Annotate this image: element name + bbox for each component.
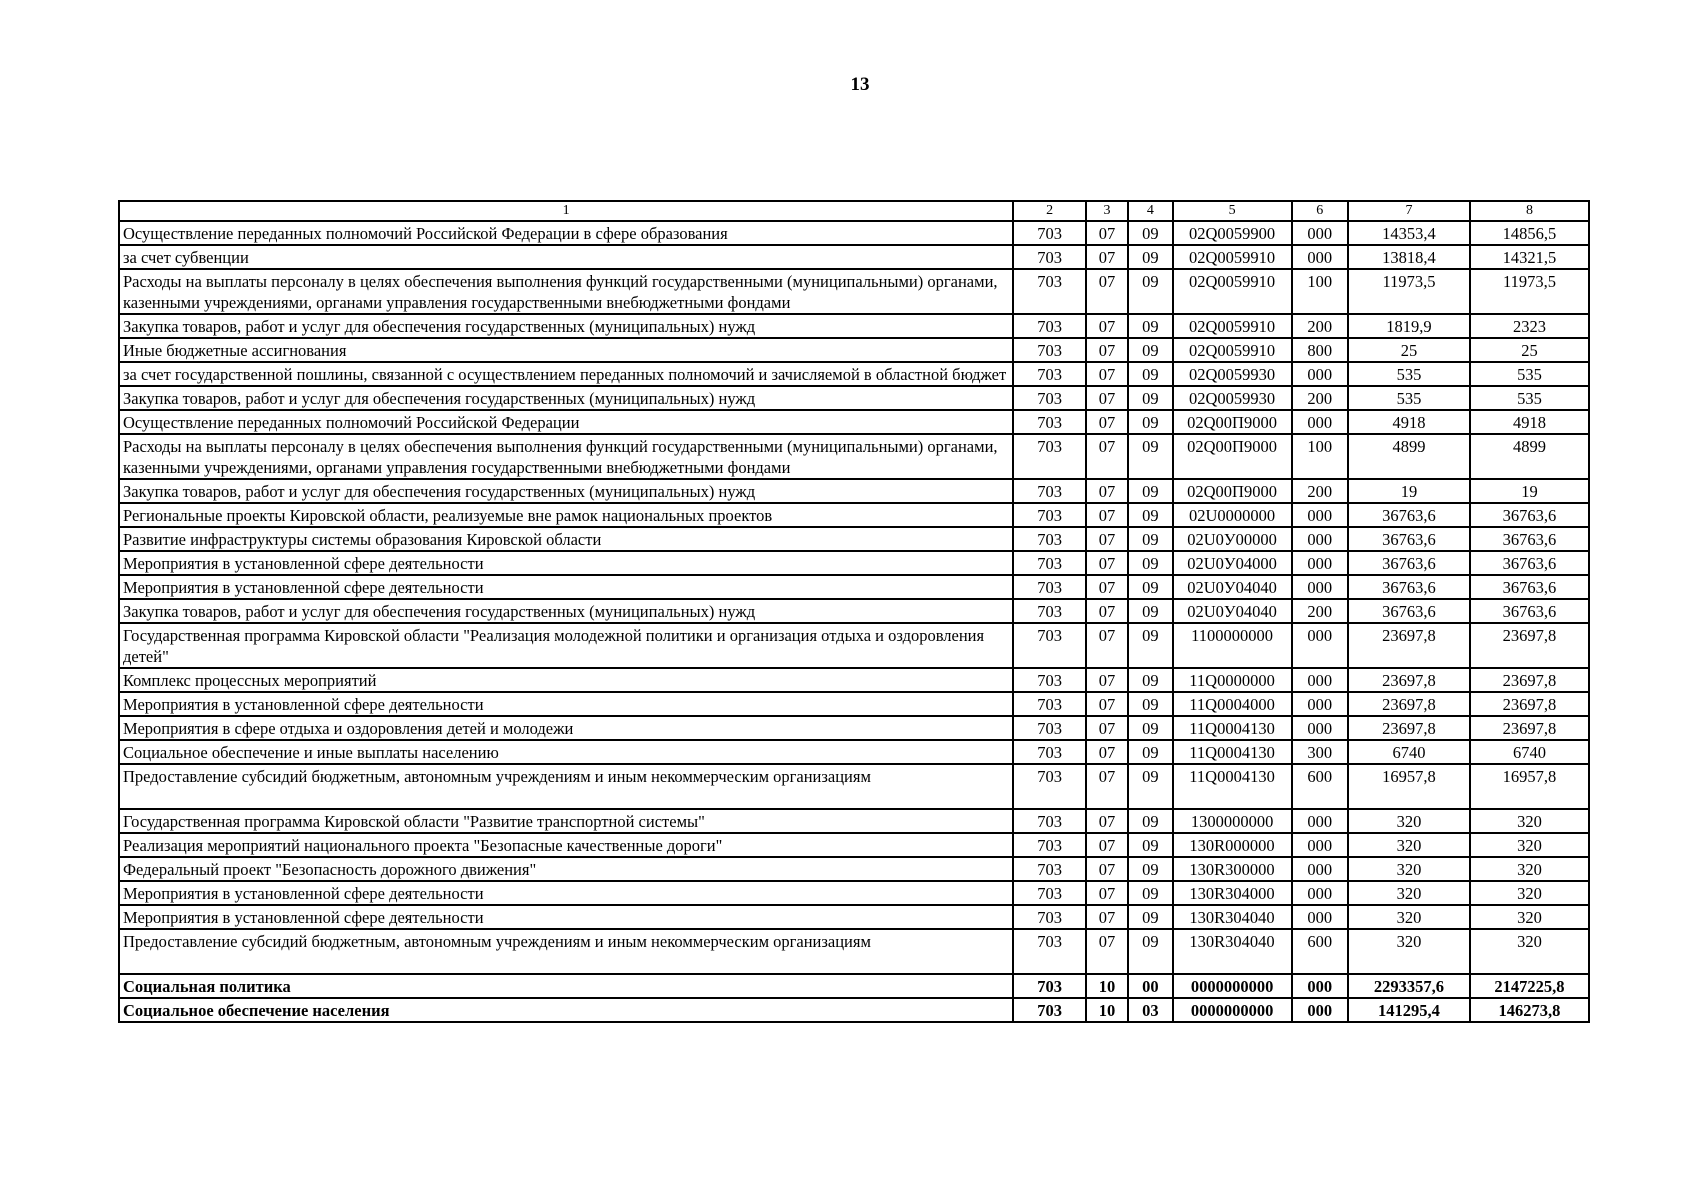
table-row — [119, 809, 1589, 833]
cell-col-4: 09 — [1128, 881, 1172, 905]
cell-col-7: 320 — [1348, 809, 1470, 833]
cell-col-2: 703 — [1013, 338, 1086, 362]
cell-col-5: 02Q0059930 — [1173, 362, 1292, 386]
cell-col-3: 07 — [1086, 668, 1128, 692]
cell-col-4: 09 — [1128, 503, 1172, 527]
table-row — [119, 245, 1589, 269]
cell-col-5: 02Q0059910 — [1173, 269, 1292, 314]
cell-col-7: 14353,4 — [1348, 221, 1470, 245]
cell-col-6: 000 — [1292, 551, 1348, 575]
table-row — [119, 998, 1589, 1022]
cell-col-2: 703 — [1013, 974, 1086, 998]
cell-col-7: 535 — [1348, 386, 1470, 410]
table-row — [119, 881, 1589, 905]
cell-col-3: 10 — [1086, 998, 1128, 1022]
cell-col-8: 36763,6 — [1470, 599, 1589, 623]
table-row — [119, 314, 1589, 338]
cell-col-5: 130R304000 — [1173, 881, 1292, 905]
cell-col-3: 07 — [1086, 599, 1128, 623]
cell-col-4: 09 — [1128, 740, 1172, 764]
cell-col-3: 07 — [1086, 551, 1128, 575]
cell-col-4: 09 — [1128, 809, 1172, 833]
cell-col-8: 23697,8 — [1470, 716, 1589, 740]
cell-col-8: 36763,6 — [1470, 551, 1589, 575]
cell-col-7: 25 — [1348, 338, 1470, 362]
cell-col-4: 09 — [1128, 764, 1172, 809]
cell-col-8: 14856,5 — [1470, 221, 1589, 245]
cell-col-3: 07 — [1086, 716, 1128, 740]
cell-col-3: 07 — [1086, 221, 1128, 245]
table-row — [119, 503, 1589, 527]
cell-col-6: 000 — [1292, 905, 1348, 929]
cell-col-2: 703 — [1013, 269, 1086, 314]
cell-col-6: 300 — [1292, 740, 1348, 764]
row-name-cell: Мероприятия в установленной сфере деятельности — [119, 692, 1013, 716]
cell-col-7: 36763,6 — [1348, 527, 1470, 551]
cell-col-3: 07 — [1086, 929, 1128, 974]
cell-col-5: 1300000000 — [1173, 809, 1292, 833]
cell-col-6: 000 — [1292, 998, 1348, 1022]
column-header: 2 — [1013, 201, 1086, 221]
cell-col-8: 23697,8 — [1470, 623, 1589, 668]
cell-col-7: 11973,5 — [1348, 269, 1470, 314]
cell-col-7: 320 — [1348, 905, 1470, 929]
cell-col-5: 02Q0059910 — [1173, 245, 1292, 269]
cell-col-6: 200 — [1292, 599, 1348, 623]
cell-col-3: 07 — [1086, 575, 1128, 599]
cell-col-6: 000 — [1292, 974, 1348, 998]
cell-col-2: 703 — [1013, 623, 1086, 668]
cell-col-3: 07 — [1086, 527, 1128, 551]
cell-col-4: 09 — [1128, 905, 1172, 929]
cell-col-2: 703 — [1013, 881, 1086, 905]
table-row — [119, 527, 1589, 551]
cell-col-4: 09 — [1128, 716, 1172, 740]
cell-col-2: 703 — [1013, 809, 1086, 833]
cell-col-3: 07 — [1086, 434, 1128, 479]
cell-col-6: 000 — [1292, 881, 1348, 905]
table-body — [119, 221, 1589, 1022]
cell-col-2: 703 — [1013, 527, 1086, 551]
cell-col-6: 000 — [1292, 503, 1348, 527]
column-header: 6 — [1292, 201, 1348, 221]
cell-col-5: 0000000000 — [1173, 974, 1292, 998]
cell-col-8: 320 — [1470, 833, 1589, 857]
cell-col-4: 09 — [1128, 527, 1172, 551]
table-row — [119, 221, 1589, 245]
cell-col-2: 703 — [1013, 479, 1086, 503]
cell-col-2: 703 — [1013, 245, 1086, 269]
cell-col-3: 07 — [1086, 386, 1128, 410]
column-header: 3 — [1086, 201, 1128, 221]
cell-col-7: 320 — [1348, 929, 1470, 974]
cell-col-2: 703 — [1013, 833, 1086, 857]
row-name-cell: Предоставление субсидий бюджетным, автономным учреждениям и иным некоммерческим организациям — [119, 929, 1013, 974]
cell-col-2: 703 — [1013, 857, 1086, 881]
row-name-cell: Государственная программа Кировской области "Реализация молодежной политики и организация отдыха и оздоровления детей" — [119, 623, 1013, 668]
cell-col-8: 4918 — [1470, 410, 1589, 434]
cell-col-7: 4918 — [1348, 410, 1470, 434]
cell-col-4: 09 — [1128, 551, 1172, 575]
cell-col-7: 16957,8 — [1348, 764, 1470, 809]
table-row — [119, 362, 1589, 386]
page-number: 13 — [850, 74, 870, 95]
table-row — [119, 716, 1589, 740]
cell-col-5: 02Q0059900 — [1173, 221, 1292, 245]
cell-col-6: 800 — [1292, 338, 1348, 362]
cell-col-5: 130R300000 — [1173, 857, 1292, 881]
cell-col-4: 09 — [1128, 599, 1172, 623]
cell-col-7: 36763,6 — [1348, 575, 1470, 599]
row-name-cell: Иные бюджетные ассигнования — [119, 338, 1013, 362]
cell-col-4: 09 — [1128, 575, 1172, 599]
cell-col-2: 703 — [1013, 575, 1086, 599]
cell-col-2: 703 — [1013, 362, 1086, 386]
cell-col-4: 09 — [1128, 668, 1172, 692]
row-name-cell: Закупка товаров, работ и услуг для обеспечения государственных (муниципальных) нужд — [119, 479, 1013, 503]
cell-col-4: 09 — [1128, 434, 1172, 479]
cell-col-6: 200 — [1292, 386, 1348, 410]
cell-col-7: 23697,8 — [1348, 716, 1470, 740]
cell-col-3: 07 — [1086, 857, 1128, 881]
cell-col-4: 09 — [1128, 386, 1172, 410]
cell-col-3: 07 — [1086, 245, 1128, 269]
cell-col-5: 02Q0059910 — [1173, 314, 1292, 338]
cell-col-7: 23697,8 — [1348, 668, 1470, 692]
cell-col-5: 130R304040 — [1173, 929, 1292, 974]
table-row — [119, 269, 1589, 314]
cell-col-6: 600 — [1292, 929, 1348, 974]
row-name-cell: Социальное обеспечение населения — [119, 998, 1013, 1022]
cell-col-8: 535 — [1470, 362, 1589, 386]
cell-col-6: 000 — [1292, 245, 1348, 269]
column-header: 5 — [1173, 201, 1292, 221]
cell-col-6: 000 — [1292, 221, 1348, 245]
cell-col-3: 07 — [1086, 764, 1128, 809]
cell-col-8: 4899 — [1470, 434, 1589, 479]
cell-col-7: 36763,6 — [1348, 503, 1470, 527]
cell-col-2: 703 — [1013, 410, 1086, 434]
row-name-cell: Реализация мероприятий национального проекта "Безопасные качественные дороги" — [119, 833, 1013, 857]
cell-col-2: 703 — [1013, 386, 1086, 410]
table-row — [119, 479, 1589, 503]
cell-col-3: 07 — [1086, 623, 1128, 668]
column-header: 4 — [1128, 201, 1172, 221]
cell-col-5: 130R000000 — [1173, 833, 1292, 857]
row-name-cell: Социальная политика — [119, 974, 1013, 998]
cell-col-5: 02Q0059930 — [1173, 386, 1292, 410]
column-header: 8 — [1470, 201, 1589, 221]
cell-col-8: 320 — [1470, 857, 1589, 881]
row-name-cell: Мероприятия в установленной сфере деятельности — [119, 881, 1013, 905]
row-name-cell: Мероприятия в установленной сфере деятельности — [119, 575, 1013, 599]
cell-col-8: 36763,6 — [1470, 527, 1589, 551]
cell-col-4: 09 — [1128, 410, 1172, 434]
cell-col-4: 09 — [1128, 929, 1172, 974]
cell-col-5: 1100000000 — [1173, 623, 1292, 668]
cell-col-8: 320 — [1470, 929, 1589, 974]
cell-col-6: 100 — [1292, 434, 1348, 479]
cell-col-3: 07 — [1086, 362, 1128, 386]
cell-col-2: 703 — [1013, 314, 1086, 338]
cell-col-5: 0000000000 — [1173, 998, 1292, 1022]
cell-col-6: 200 — [1292, 314, 1348, 338]
row-name-cell: Закупка товаров, работ и услуг для обеспечения государственных (муниципальных) нужд — [119, 314, 1013, 338]
cell-col-3: 07 — [1086, 881, 1128, 905]
table-header-row — [119, 201, 1589, 221]
cell-col-8: 23697,8 — [1470, 668, 1589, 692]
cell-col-8: 320 — [1470, 809, 1589, 833]
cell-col-6: 200 — [1292, 479, 1348, 503]
cell-col-6: 000 — [1292, 809, 1348, 833]
cell-col-2: 703 — [1013, 740, 1086, 764]
cell-col-2: 703 — [1013, 434, 1086, 479]
cell-col-6: 000 — [1292, 575, 1348, 599]
cell-col-8: 11973,5 — [1470, 269, 1589, 314]
cell-col-4: 09 — [1128, 857, 1172, 881]
row-name-cell: Региональные проекты Кировской области, реализуемые вне рамок национальных проектов — [119, 503, 1013, 527]
row-name-cell: Развитие инфраструктуры системы образования Кировской области — [119, 527, 1013, 551]
table-row — [119, 386, 1589, 410]
cell-col-5: 02Q00П9000 — [1173, 479, 1292, 503]
cell-col-2: 703 — [1013, 551, 1086, 575]
cell-col-4: 03 — [1128, 998, 1172, 1022]
cell-col-2: 703 — [1013, 998, 1086, 1022]
row-name-cell: за счет государственной пошлины, связанной с осуществлением переданных полномочий и зачисляемой в областной бюджет — [119, 362, 1013, 386]
cell-col-8: 6740 — [1470, 740, 1589, 764]
table-row — [119, 692, 1589, 716]
cell-col-8: 535 — [1470, 386, 1589, 410]
row-name-cell: Закупка товаров, работ и услуг для обеспечения государственных (муниципальных) нужд — [119, 386, 1013, 410]
cell-col-7: 36763,6 — [1348, 599, 1470, 623]
cell-col-4: 09 — [1128, 221, 1172, 245]
cell-col-8: 2147225,8 — [1470, 974, 1589, 998]
cell-col-4: 00 — [1128, 974, 1172, 998]
row-name-cell: Комплекс процессных мероприятий — [119, 668, 1013, 692]
cell-col-5: 11Q0004130 — [1173, 764, 1292, 809]
budget-table — [118, 200, 1590, 1023]
row-name-cell: Федеральный проект "Безопасность дорожного движения" — [119, 857, 1013, 881]
cell-col-3: 07 — [1086, 809, 1128, 833]
cell-col-7: 19 — [1348, 479, 1470, 503]
cell-col-7: 36763,6 — [1348, 551, 1470, 575]
cell-col-7: 1819,9 — [1348, 314, 1470, 338]
table-row — [119, 857, 1589, 881]
row-name-cell: Расходы на выплаты персоналу в целях обеспечения выполнения функций государственными (муниципальными) органами, казенными учреждениями, органами управления государственными внебюджетными фондами — [119, 269, 1013, 314]
table-row — [119, 905, 1589, 929]
row-name-cell: Мероприятия в установленной сфере деятельности — [119, 905, 1013, 929]
row-name-cell: Мероприятия в сфере отдыха и оздоровления детей и молодежи — [119, 716, 1013, 740]
cell-col-5: 11Q0004000 — [1173, 692, 1292, 716]
table-row — [119, 668, 1589, 692]
cell-col-3: 07 — [1086, 740, 1128, 764]
cell-col-4: 09 — [1128, 362, 1172, 386]
cell-col-4: 09 — [1128, 338, 1172, 362]
cell-col-3: 07 — [1086, 503, 1128, 527]
cell-col-3: 07 — [1086, 905, 1128, 929]
cell-col-6: 600 — [1292, 764, 1348, 809]
cell-col-4: 09 — [1128, 245, 1172, 269]
cell-col-7: 320 — [1348, 881, 1470, 905]
cell-col-5: 11Q0004130 — [1173, 716, 1292, 740]
cell-col-8: 320 — [1470, 881, 1589, 905]
cell-col-5: 11Q0004130 — [1173, 740, 1292, 764]
cell-col-5: 02U0У04000 — [1173, 551, 1292, 575]
cell-col-3: 07 — [1086, 314, 1128, 338]
cell-col-2: 703 — [1013, 716, 1086, 740]
cell-col-2: 703 — [1013, 668, 1086, 692]
cell-col-8: 36763,6 — [1470, 503, 1589, 527]
cell-col-2: 703 — [1013, 599, 1086, 623]
table-row — [119, 410, 1589, 434]
table-row — [119, 929, 1589, 974]
cell-col-5: 02U0У00000 — [1173, 527, 1292, 551]
cell-col-8: 19 — [1470, 479, 1589, 503]
cell-col-7: 6740 — [1348, 740, 1470, 764]
table-row — [119, 575, 1589, 599]
cell-col-7: 320 — [1348, 857, 1470, 881]
table-row — [119, 833, 1589, 857]
table-row — [119, 434, 1589, 479]
cell-col-2: 703 — [1013, 764, 1086, 809]
table-row — [119, 551, 1589, 575]
cell-col-7: 23697,8 — [1348, 623, 1470, 668]
cell-col-5: 02U0000000 — [1173, 503, 1292, 527]
cell-col-5: 02U0У04040 — [1173, 599, 1292, 623]
cell-col-7: 320 — [1348, 833, 1470, 857]
cell-col-3: 10 — [1086, 974, 1128, 998]
table-row — [119, 974, 1589, 998]
cell-col-7: 23697,8 — [1348, 692, 1470, 716]
row-name-cell: Предоставление субсидий бюджетным, автономным учреждениям и иным некоммерческим организациям — [119, 764, 1013, 809]
cell-col-5: 02U0У04040 — [1173, 575, 1292, 599]
cell-col-4: 09 — [1128, 692, 1172, 716]
table-row — [119, 740, 1589, 764]
cell-col-3: 07 — [1086, 338, 1128, 362]
row-name-cell: Закупка товаров, работ и услуг для обеспечения государственных (муниципальных) нужд — [119, 599, 1013, 623]
cell-col-6: 000 — [1292, 410, 1348, 434]
cell-col-8: 14321,5 — [1470, 245, 1589, 269]
cell-col-7: 13818,4 — [1348, 245, 1470, 269]
cell-col-4: 09 — [1128, 314, 1172, 338]
cell-col-3: 07 — [1086, 410, 1128, 434]
cell-col-5: 130R304040 — [1173, 905, 1292, 929]
cell-col-7: 141295,4 — [1348, 998, 1470, 1022]
cell-col-6: 000 — [1292, 623, 1348, 668]
cell-col-8: 2323 — [1470, 314, 1589, 338]
cell-col-3: 07 — [1086, 833, 1128, 857]
cell-col-4: 09 — [1128, 479, 1172, 503]
column-header: 1 — [119, 201, 1013, 221]
cell-col-5: 02Q00П9000 — [1173, 434, 1292, 479]
cell-col-3: 07 — [1086, 692, 1128, 716]
cell-col-8: 16957,8 — [1470, 764, 1589, 809]
cell-col-7: 4899 — [1348, 434, 1470, 479]
cell-col-6: 000 — [1292, 668, 1348, 692]
cell-col-7: 535 — [1348, 362, 1470, 386]
cell-col-2: 703 — [1013, 503, 1086, 527]
cell-col-8: 320 — [1470, 905, 1589, 929]
cell-col-2: 703 — [1013, 692, 1086, 716]
cell-col-7: 2293357,6 — [1348, 974, 1470, 998]
cell-col-2: 703 — [1013, 221, 1086, 245]
cell-col-6: 000 — [1292, 857, 1348, 881]
cell-col-6: 000 — [1292, 527, 1348, 551]
table-row — [119, 623, 1589, 668]
cell-col-8: 23697,8 — [1470, 692, 1589, 716]
cell-col-6: 100 — [1292, 269, 1348, 314]
cell-col-8: 146273,8 — [1470, 998, 1589, 1022]
table-row — [119, 764, 1589, 809]
cell-col-8: 25 — [1470, 338, 1589, 362]
row-name-cell: Осуществление переданных полномочий Российской Федерации в сфере образования — [119, 221, 1013, 245]
cell-col-8: 36763,6 — [1470, 575, 1589, 599]
cell-col-5: 02Q00П9000 — [1173, 410, 1292, 434]
cell-col-6: 000 — [1292, 833, 1348, 857]
cell-col-3: 07 — [1086, 269, 1128, 314]
row-name-cell: Мероприятия в установленной сфере деятельности — [119, 551, 1013, 575]
cell-col-6: 000 — [1292, 692, 1348, 716]
cell-col-6: 000 — [1292, 716, 1348, 740]
cell-col-4: 09 — [1128, 623, 1172, 668]
cell-col-2: 703 — [1013, 929, 1086, 974]
cell-col-3: 07 — [1086, 479, 1128, 503]
cell-col-4: 09 — [1128, 269, 1172, 314]
cell-col-4: 09 — [1128, 833, 1172, 857]
row-name-cell: Расходы на выплаты персоналу в целях обеспечения выполнения функций государственными (муниципальными) органами, казенными учреждениями, органами управления государственными внебюджетными фондами — [119, 434, 1013, 479]
table-row — [119, 338, 1589, 362]
row-name-cell: Осуществление переданных полномочий Российской Федерации — [119, 410, 1013, 434]
row-name-cell: за счет субвенции — [119, 245, 1013, 269]
row-name-cell: Государственная программа Кировской области "Развитие транспортной системы" — [119, 809, 1013, 833]
cell-col-5: 02Q0059910 — [1173, 338, 1292, 362]
column-header: 7 — [1348, 201, 1470, 221]
cell-col-6: 000 — [1292, 362, 1348, 386]
row-name-cell: Социальное обеспечение и иные выплаты населению — [119, 740, 1013, 764]
cell-col-2: 703 — [1013, 905, 1086, 929]
cell-col-5: 11Q0000000 — [1173, 668, 1292, 692]
table-row — [119, 599, 1589, 623]
